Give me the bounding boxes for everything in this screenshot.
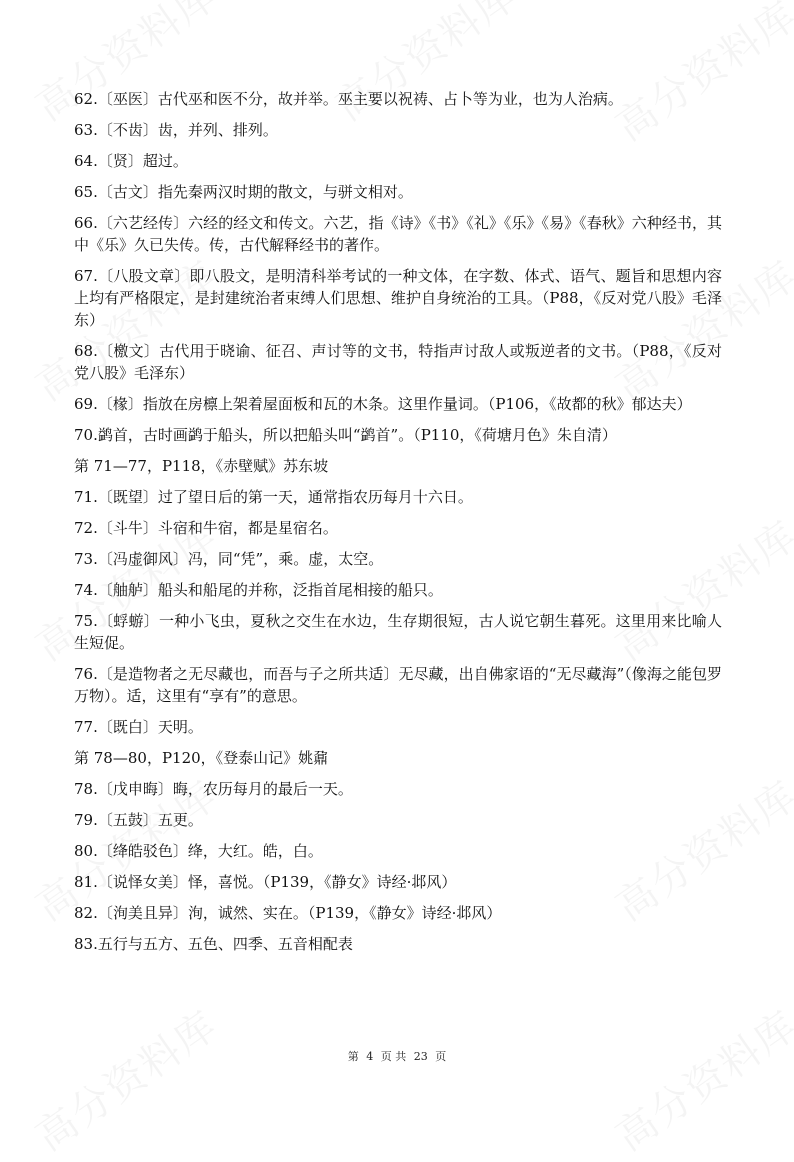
entry-75: 75.〔蜉蝣〕一种小飞虫，夏秋之交生在水边，生存期很短，古人说它朝生暮死。这里用来比喻人生短促。 [74,612,722,652]
watermark [23,995,228,1162]
entry-62: 62.〔巫医〕古代巫和医不分，故并举。巫主要以祝祷、占卜等为业，也为人治病。 [74,90,623,108]
entry-76: 76.〔是造物者之无尽藏也，而吾与子之所共适〕无尽藏，出自佛家语的“无尽藏海”（像海之能包罗万物）。适，这里有“享有”的意思。 [74,665,722,705]
entry-70: 70.鹢首，古时画鹢于船头，所以把船头叫“鹢首”。（P110，《荷塘月色》朱自清） [74,426,617,444]
entry-73: 73.〔冯虚御风〕冯，同“凭”，乘。虚，太空。 [74,550,384,568]
entry-81: 81.〔说怿女美〕怿，喜悦。（P139，《静女》诗经·邶风） [74,873,457,891]
entry-82: 82.〔洵美且异〕洵，诚然、实在。（P139，《静女》诗经·邶风） [74,904,502,922]
entry-71: 71.〔既望〕过了望日后的第一天，通常指农历每月十六日。 [74,488,473,506]
entry-72: 72.〔斗牛〕斗宿和牛宿，都是星宿名。 [74,519,338,537]
entry-79: 79.〔五鼓〕五更。 [74,811,203,829]
entry-63: 63.〔不齿〕齿，并列、排列。 [74,121,278,139]
watermark [603,995,794,1162]
footer-suffix: 页 [435,1050,447,1063]
entry-65: 65.〔古文〕指先秦两汉时期的散文，与骈文相对。 [74,183,413,201]
section-heading-78-80: 第 78—80，P120，《登泰山记》姚鼐 [74,749,329,767]
entry-67: 67.〔八股文章〕即八股文，是明清科举考试的一种文体，在字数、体式、语气、题旨和思想内容上均有严格限定，是封建统治者束缚人们思想、维护自身统治的工具。（P88，《反对党八股》毛泽东） [74,267,722,329]
footer-total-pages: 23 [413,1050,428,1063]
entry-80: 80.〔绛皓驳色〕绛，大红。皓，白。 [74,842,323,860]
document-body [74,88,722,964]
footer-middle: 页 共 [380,1050,407,1063]
entry-66: 66.〔六艺经传〕六经的经文和传文。六艺，指《诗》《书》《礼》《乐》《易》《春秋》六种经书，其中《乐》久已失传。传，古代解释经书的著作。 [74,214,722,254]
footer-prefix: 第 [347,1050,359,1063]
entry-78: 78.〔戊申晦〕晦，农历每月的最后一天。 [74,780,353,798]
page-footer [0,1048,794,1064]
entry-74: 74.〔舳舻〕船头和船尾的并称，泛指首尾相接的船只。 [74,581,443,599]
footer-page-number: 4 [366,1050,374,1063]
entry-69: 69.〔椽〕指放在房檩上架着屋面板和瓦的木条。这里作量词。（P106，《故都的秋》郁达夫） [74,395,692,413]
entry-68: 68.〔檄文〕古代用于晓谕、征召、声讨等的文书，特指声讨敌人或叛逆者的文书。（P88，《反对党八股》毛泽东） [74,342,722,382]
entry-64: 64.〔贤〕超过。 [74,152,188,170]
section-heading-71-77: 第 71—77，P118，《赤壁赋》苏东坡 [74,457,329,475]
entry-83: 83.五行与五方、五色、四季、五音相配表 [74,935,353,953]
entry-77: 77.〔既白〕天明。 [74,718,203,736]
